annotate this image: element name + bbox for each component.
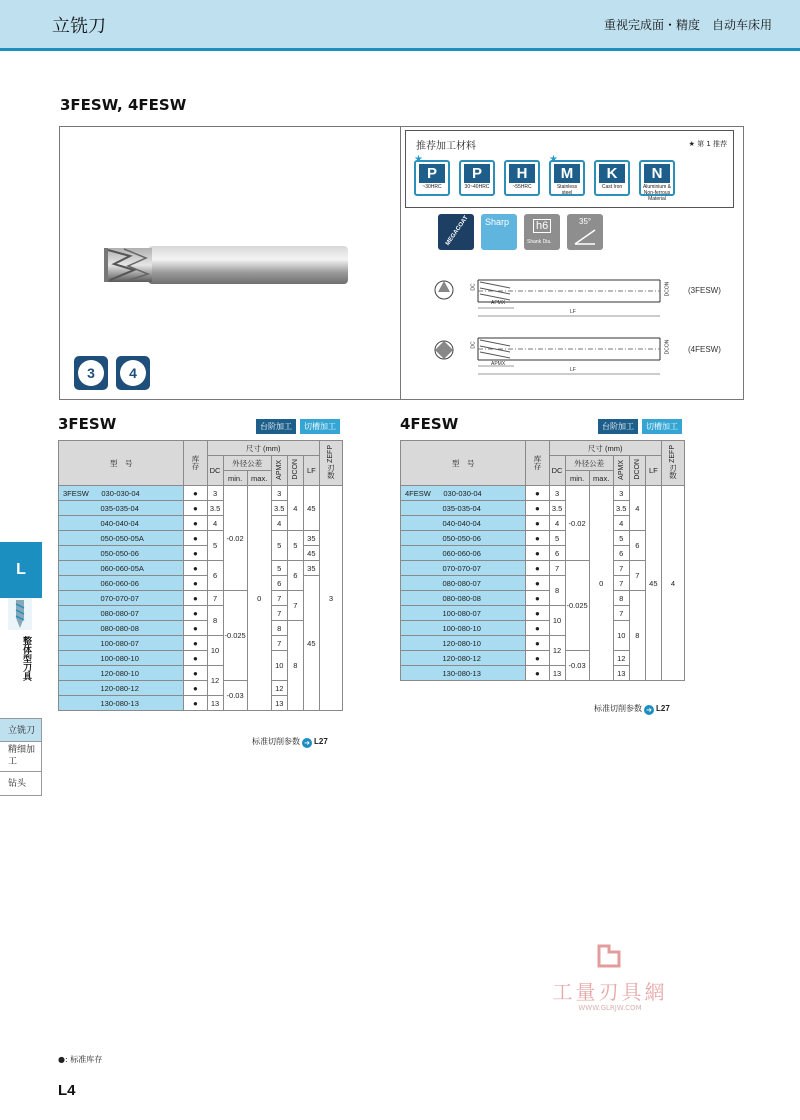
helix-angle-glyph bbox=[573, 228, 597, 246]
dcon-header-text: DCON bbox=[291, 459, 299, 480]
model-cell bbox=[59, 516, 184, 531]
stock-dot: ● bbox=[526, 621, 549, 636]
model-number: 050-050-06 bbox=[442, 533, 481, 543]
dcon-header bbox=[629, 456, 645, 486]
dc-cell: 13 bbox=[207, 696, 223, 711]
dc-cell: 12 bbox=[207, 666, 223, 696]
ref-page: L27 bbox=[656, 704, 670, 713]
zefp-cell: 3 bbox=[319, 486, 342, 711]
tol-min-cell: -0.025 bbox=[565, 561, 589, 651]
dcon-cell: 6 bbox=[629, 531, 645, 561]
apmx-cell: 7 bbox=[271, 606, 287, 621]
apmx-cell: 7 bbox=[613, 561, 629, 576]
model-number: 130-080-13 bbox=[442, 668, 481, 678]
model-number: 050-050-06 bbox=[100, 548, 139, 558]
dc-cell: 7 bbox=[207, 591, 223, 606]
stock-dot: ● bbox=[184, 486, 207, 501]
model-cell bbox=[401, 516, 526, 531]
model-number: 080-080-08 bbox=[100, 623, 139, 633]
apmx-cell: 5 bbox=[271, 531, 287, 561]
footnote: ●: 标准库存 bbox=[58, 1055, 103, 1064]
flutes-header-text: 刃数 bbox=[326, 464, 336, 480]
zefp-header bbox=[319, 441, 342, 486]
material-letter: K bbox=[599, 164, 625, 183]
dc-cell: 3 bbox=[207, 486, 223, 501]
diagram-4fesw-label: (4FESW) bbox=[688, 345, 721, 354]
model-number: 130-080-13 bbox=[100, 698, 139, 708]
h6-shank-icon bbox=[524, 214, 560, 250]
apmx-cell: 7 bbox=[613, 606, 629, 621]
star-icon: ★ bbox=[414, 154, 423, 165]
model-cell bbox=[59, 591, 184, 606]
dc-cell: 12 bbox=[549, 636, 565, 666]
watermark bbox=[540, 942, 680, 1022]
apmx-header-text: APMX bbox=[617, 459, 625, 480]
stock-dot: ● bbox=[184, 696, 207, 711]
material-p-30-40hrc bbox=[459, 160, 495, 196]
model-number: 040-040-04 bbox=[100, 518, 139, 528]
zefp-header-text: ZEFP bbox=[327, 444, 335, 463]
tol-header: 外径公差 bbox=[565, 456, 613, 471]
tol-min-cell: -0.03 bbox=[565, 651, 589, 681]
slot-machining-tag: 切槽加工 bbox=[642, 419, 682, 434]
four-flute-number: 4 bbox=[120, 360, 146, 386]
apmx-cell: 7 bbox=[271, 636, 287, 651]
material-caption: ~55HRC bbox=[512, 184, 532, 190]
model-cell bbox=[59, 666, 184, 681]
tol-min-cell: -0.02 bbox=[223, 486, 247, 591]
model-cell bbox=[401, 486, 526, 501]
dc-header: DC bbox=[207, 456, 223, 486]
h6-label: h6 bbox=[533, 219, 551, 233]
lf-cell: 45 bbox=[645, 486, 661, 681]
side-nav-end-mill[interactable]: 立铣刀 bbox=[0, 718, 42, 742]
model-number: 100-080-10 bbox=[442, 623, 481, 633]
apmx-cell: 3 bbox=[271, 486, 287, 501]
apmx-cell: 13 bbox=[613, 666, 629, 681]
table-row bbox=[59, 486, 343, 501]
sharp-label: Sharp bbox=[485, 217, 510, 227]
stock-dot: ● bbox=[184, 636, 207, 651]
material-letter: M bbox=[554, 164, 580, 183]
header-rule bbox=[0, 48, 800, 51]
apmx-cell: 3.5 bbox=[613, 501, 629, 516]
apmx-cell: 4 bbox=[613, 516, 629, 531]
model-number: 060-060-06 bbox=[442, 548, 481, 558]
model-number: 035-035-04 bbox=[442, 503, 481, 513]
dcon-cell: 8 bbox=[287, 621, 303, 711]
apmx-cell: 5 bbox=[613, 531, 629, 546]
model-cell bbox=[401, 501, 526, 516]
ref-text: 标准切削参数 bbox=[594, 704, 642, 713]
dcon-cell: 4 bbox=[287, 486, 303, 531]
model-cell bbox=[59, 651, 184, 666]
material-letter: N bbox=[644, 164, 670, 183]
model-cell bbox=[59, 696, 184, 711]
model-number: 080-080-08 bbox=[442, 593, 481, 603]
apmx-cell: 6 bbox=[271, 576, 287, 591]
cutting-params-ref-3fesw[interactable] bbox=[252, 736, 328, 748]
arrow-right-icon: ➜ bbox=[644, 705, 654, 715]
stock-dot: ● bbox=[184, 666, 207, 681]
max-header: max. bbox=[589, 471, 613, 486]
material-m-stainless bbox=[549, 160, 585, 196]
stock-header-text: 库存 bbox=[190, 454, 200, 470]
model-cell bbox=[59, 501, 184, 516]
apmx-cell: 10 bbox=[613, 621, 629, 651]
apmx-cell: 6 bbox=[613, 546, 629, 561]
zefp-header bbox=[661, 441, 684, 486]
side-group-label: 整体型刀具 bbox=[21, 636, 31, 681]
material-n-aluminium bbox=[639, 160, 675, 202]
stock-dot: ● bbox=[526, 591, 549, 606]
table-4fesw-title: 4FESW bbox=[400, 415, 459, 433]
page-header bbox=[0, 0, 800, 48]
min-header: min. bbox=[565, 471, 589, 486]
dc-cell: 13 bbox=[549, 666, 565, 681]
stock-dot: ● bbox=[184, 516, 207, 531]
apmx-cell: 12 bbox=[613, 651, 629, 666]
stock-dot: ● bbox=[184, 681, 207, 696]
table-row bbox=[59, 591, 343, 606]
watermark-title: 工量刃具網 bbox=[552, 980, 668, 1004]
shank-dia-label: Shank Dia. bbox=[527, 239, 552, 245]
series-title: 3FESW, 4FESW bbox=[60, 96, 187, 114]
dc-label-4: DC bbox=[470, 341, 477, 349]
stock-dot: ● bbox=[526, 606, 549, 621]
model-number: 070-070-07 bbox=[100, 593, 139, 603]
model-cell bbox=[401, 546, 526, 561]
megacoat-label: MEGACOAT bbox=[444, 215, 470, 247]
step-machining-tag: 台阶加工 bbox=[598, 419, 638, 434]
stock-dot: ● bbox=[184, 576, 207, 591]
ref-page: L27 bbox=[314, 737, 328, 746]
dcon-label-3: DCON bbox=[664, 281, 671, 297]
arrow-right-icon: ➜ bbox=[302, 738, 312, 748]
apmx-cell: 8 bbox=[271, 621, 287, 636]
dc-cell: 8 bbox=[549, 576, 565, 606]
dimension-diagrams bbox=[430, 270, 680, 380]
dc-header: DC bbox=[549, 456, 565, 486]
dcon-header-text: DCON bbox=[633, 459, 641, 480]
min-header: min. bbox=[223, 471, 247, 486]
material-h-55hrc bbox=[504, 160, 540, 196]
apmx-cell: 4 bbox=[271, 516, 287, 531]
lf-label-3: LF bbox=[570, 309, 576, 315]
side-nav-finishing[interactable]: 精细加工 bbox=[0, 742, 42, 772]
lf-label-4: LF bbox=[570, 367, 576, 373]
side-nav-drill[interactable]: 钻头 bbox=[0, 772, 42, 796]
three-flute-number: 3 bbox=[78, 360, 104, 386]
model-cell bbox=[401, 561, 526, 576]
material-k-cast-iron bbox=[594, 160, 630, 196]
zefp-cell: 4 bbox=[661, 486, 684, 681]
model-number: 060-060-06 bbox=[100, 578, 139, 588]
first-recommendation-note: ★ 第 1 推荐 bbox=[688, 140, 727, 148]
dc-label-3: DC bbox=[470, 283, 477, 291]
model-cell bbox=[401, 666, 526, 681]
stock-dot: ● bbox=[526, 486, 549, 501]
dcon-cell: 7 bbox=[287, 591, 303, 621]
helix-angle-label: 35° bbox=[579, 217, 592, 226]
material-caption: ~30HRC bbox=[422, 184, 442, 190]
spec-table-3fesw bbox=[58, 440, 343, 711]
dcon-header bbox=[287, 456, 303, 486]
model-cell bbox=[59, 636, 184, 651]
slot-machining-tag: 切槽加工 bbox=[300, 419, 340, 434]
stock-dot: ● bbox=[526, 576, 549, 591]
three-flute-badge bbox=[74, 356, 108, 390]
dc-cell: 6 bbox=[207, 561, 223, 591]
dc-cell: 4 bbox=[207, 516, 223, 531]
spec-table-4fesw bbox=[400, 440, 685, 681]
lf-header: LF bbox=[645, 456, 661, 486]
material-p-30hrc bbox=[414, 160, 450, 196]
megacoat-icon bbox=[438, 214, 474, 250]
table-row bbox=[401, 591, 685, 606]
model-number: 030-030-04 bbox=[101, 488, 140, 498]
model-cell bbox=[59, 561, 184, 576]
tol-min-cell: -0.025 bbox=[223, 591, 247, 681]
dc-cell: 3.5 bbox=[207, 501, 223, 516]
model-cell bbox=[401, 606, 526, 621]
diagram-3fesw-label: (3FESW) bbox=[688, 286, 721, 295]
model-cell bbox=[401, 591, 526, 606]
cutting-params-ref-4fesw[interactable] bbox=[594, 703, 670, 715]
four-flute-badge bbox=[116, 356, 150, 390]
stock-dot: ● bbox=[526, 666, 549, 681]
dcon-cell: 5 bbox=[287, 531, 303, 561]
lf-header: LF bbox=[303, 456, 319, 486]
material-caption: Stainless steel bbox=[556, 184, 578, 196]
stock-dot: ● bbox=[526, 561, 549, 576]
dc-cell: 8 bbox=[207, 606, 223, 636]
dc-cell: 5 bbox=[207, 531, 223, 561]
table-3fesw-title: 3FESW bbox=[58, 415, 117, 433]
dc-cell: 10 bbox=[549, 606, 565, 636]
apmx-cell: 3 bbox=[613, 486, 629, 501]
stock-dot: ● bbox=[526, 636, 549, 651]
lf-cell: 35 bbox=[303, 531, 319, 546]
flutes-header-text: 刃数 bbox=[668, 464, 678, 480]
dc-cell: 6 bbox=[549, 546, 565, 561]
material-letter: H bbox=[509, 164, 535, 183]
material-letter: P bbox=[419, 164, 445, 183]
model-number: 100-080-10 bbox=[100, 653, 139, 663]
apmx-header bbox=[613, 456, 629, 486]
dc-cell: 3.5 bbox=[549, 501, 565, 516]
table-row bbox=[401, 561, 685, 576]
tol-min-cell: -0.03 bbox=[223, 681, 247, 711]
model-cell bbox=[59, 606, 184, 621]
material-caption: Aluminium & Non-ferrous Material bbox=[642, 184, 672, 202]
sharp-edge-icon bbox=[481, 214, 517, 250]
model-number: 080-080-07 bbox=[100, 608, 139, 618]
stock-dot: ● bbox=[526, 651, 549, 666]
stock-header-text: 库存 bbox=[532, 454, 542, 470]
stock-dot: ● bbox=[184, 561, 207, 576]
materials-heading: 推荐加工材料 bbox=[416, 141, 476, 152]
drill-tool-icon bbox=[8, 598, 32, 630]
model-cell bbox=[401, 636, 526, 651]
tol-header: 外径公差 bbox=[223, 456, 271, 471]
model-number: 080-080-07 bbox=[442, 578, 481, 588]
model-cell bbox=[59, 621, 184, 636]
material-caption: Cast Iron bbox=[601, 184, 623, 190]
dc-cell: 4 bbox=[549, 516, 565, 531]
model-number: 035-035-04 bbox=[100, 503, 139, 513]
model-cell bbox=[59, 486, 184, 501]
apmx-header-text: APMX bbox=[275, 459, 283, 480]
model-number: 120-080-12 bbox=[100, 683, 139, 693]
stock-dot: ● bbox=[526, 516, 549, 531]
lf-cell: 45 bbox=[303, 576, 319, 711]
model-cell bbox=[401, 651, 526, 666]
model-cell bbox=[59, 681, 184, 696]
stock-dot: ● bbox=[184, 531, 207, 546]
dcon-cell: 7 bbox=[629, 561, 645, 591]
apmx-cell: 12 bbox=[271, 681, 287, 696]
dcon-label-4: DCON bbox=[664, 339, 671, 355]
model-number: 120-080-12 bbox=[442, 653, 481, 663]
model-number: 120-080-10 bbox=[100, 668, 139, 678]
stock-dot: ● bbox=[184, 546, 207, 561]
stock-dot: ● bbox=[526, 546, 549, 561]
star-icon: ★ bbox=[549, 154, 558, 165]
model-cell bbox=[401, 576, 526, 591]
stock-dot: ● bbox=[184, 606, 207, 621]
max-header: max. bbox=[247, 471, 271, 486]
table-row bbox=[59, 531, 343, 546]
apmx-label-4: APMX bbox=[491, 361, 506, 367]
series-prefix: 3FESW bbox=[63, 488, 89, 498]
section-tab-l[interactable]: L bbox=[0, 542, 42, 598]
apmx-header bbox=[271, 456, 287, 486]
apmx-cell: 10 bbox=[271, 651, 287, 681]
end-mill-illustration bbox=[100, 240, 350, 290]
table-row bbox=[59, 621, 343, 636]
stock-dot: ● bbox=[526, 501, 549, 516]
material-letter: P bbox=[464, 164, 490, 183]
model-number: 050-050-05A bbox=[100, 533, 144, 543]
tol-min-cell: -0.02 bbox=[565, 486, 589, 561]
dcon-cell: 8 bbox=[629, 591, 645, 681]
zefp-header-text: ZEFP bbox=[669, 444, 677, 463]
stock-dot: ● bbox=[184, 591, 207, 606]
watermark-url: WWW.GLRJW.COM bbox=[578, 1004, 642, 1012]
model-cell bbox=[59, 576, 184, 591]
model-number: 060-060-05A bbox=[100, 563, 144, 573]
dc-cell: 3 bbox=[549, 486, 565, 501]
stock-header bbox=[526, 441, 549, 486]
apmx-cell: 7 bbox=[271, 591, 287, 606]
page-number: L4 bbox=[58, 1082, 76, 1099]
dcon-cell: 4 bbox=[629, 486, 645, 531]
apmx-cell: 8 bbox=[613, 591, 629, 606]
dcon-cell: 6 bbox=[287, 561, 303, 591]
apmx-cell: 13 bbox=[271, 696, 287, 711]
tol-max-cell: 0 bbox=[589, 486, 613, 681]
model-number: 030-030-04 bbox=[443, 488, 482, 498]
stock-header bbox=[184, 441, 207, 486]
apmx-cell: 7 bbox=[613, 576, 629, 591]
apmx-cell: 3.5 bbox=[271, 501, 287, 516]
lf-cell: 35 bbox=[303, 561, 319, 576]
dc-cell: 10 bbox=[207, 636, 223, 666]
model-cell bbox=[401, 621, 526, 636]
lf-cell: 45 bbox=[303, 486, 319, 531]
model-header: 型 号 bbox=[59, 441, 184, 486]
dc-cell: 7 bbox=[549, 561, 565, 576]
size-header: 尺寸 (mm) bbox=[207, 441, 319, 456]
helix-angle-icon bbox=[567, 214, 603, 250]
model-number: 100-080-07 bbox=[100, 638, 139, 648]
apmx-cell: 5 bbox=[271, 561, 287, 576]
table-row bbox=[401, 531, 685, 546]
model-number: 070-070-07 bbox=[442, 563, 481, 573]
tol-max-cell: 0 bbox=[247, 486, 271, 711]
model-header: 型 号 bbox=[401, 441, 526, 486]
model-number: 100-080-07 bbox=[442, 608, 481, 618]
lf-cell: 45 bbox=[303, 546, 319, 561]
table-row bbox=[59, 561, 343, 576]
header-subtitle: 重视完成面・精度 自动车床用 bbox=[603, 18, 772, 32]
dc-cell: 5 bbox=[549, 531, 565, 546]
model-cell bbox=[59, 531, 184, 546]
apmx-label-3: APMX bbox=[491, 300, 506, 306]
material-caption: 30~40HRC bbox=[464, 184, 490, 190]
stock-dot: ● bbox=[184, 621, 207, 636]
step-machining-tag: 台阶加工 bbox=[256, 419, 296, 434]
table-row bbox=[401, 486, 685, 501]
model-number: 120-080-10 bbox=[442, 638, 481, 648]
stock-dot: ● bbox=[184, 501, 207, 516]
size-header: 尺寸 (mm) bbox=[549, 441, 661, 456]
image-divider bbox=[400, 127, 401, 399]
watermark-logo bbox=[595, 942, 623, 970]
stock-dot: ● bbox=[526, 531, 549, 546]
model-cell bbox=[401, 531, 526, 546]
model-cell bbox=[59, 546, 184, 561]
series-prefix: 4FESW bbox=[405, 488, 431, 498]
ref-text: 标准切削参数 bbox=[252, 737, 300, 746]
header-title: 立铣刀 bbox=[52, 16, 106, 37]
model-number: 040-040-04 bbox=[442, 518, 481, 528]
stock-dot: ● bbox=[184, 651, 207, 666]
